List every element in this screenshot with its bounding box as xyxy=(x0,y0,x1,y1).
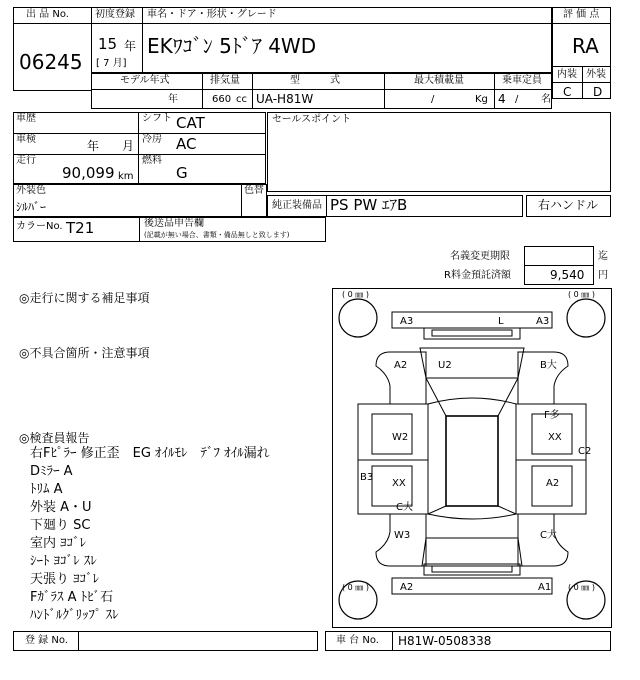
shaken-label: 車検 xyxy=(16,134,36,145)
inspector-line: ﾄﾘﾑ A xyxy=(30,482,63,497)
tire-label-fr: ( 0 ㎜ ) xyxy=(568,290,595,299)
mark-l: L xyxy=(498,316,504,327)
handle-value: 右ハンドル xyxy=(538,198,599,212)
first-reg-year: 15 xyxy=(98,35,118,53)
shift-label: シフト xyxy=(142,113,172,124)
mark-b-dai: B大 xyxy=(540,360,557,371)
mark-xx-right: XX xyxy=(548,432,562,443)
exterior-color-value: ｼﾙﾊﾞｰ xyxy=(16,200,47,214)
displacement-label: 排気量 xyxy=(210,75,240,86)
capacity-sep: / xyxy=(515,94,519,105)
first-reg-year-unit: 年 xyxy=(124,39,137,53)
mark-w3: W3 xyxy=(394,530,411,541)
capacity-unit: 名 xyxy=(541,94,551,105)
mark-a2-right: A2 xyxy=(546,478,560,489)
name-change-box xyxy=(524,246,594,266)
inspector-line: Dﾐﾗｰ A xyxy=(30,464,73,479)
lot-label: 出 品 No. xyxy=(26,9,69,20)
later-docs-note: (記載が無い場合、書類・備品無しと致します) xyxy=(144,231,290,239)
inspector-line: Fｶﾞﾗｽ A ﾄﾋﾞ石 xyxy=(30,590,114,605)
inspector-line: 下廻り SC xyxy=(30,518,91,533)
tire-label-fl: ( 0 ㎜ ) xyxy=(342,290,369,299)
mark-c-dai-right: C大 xyxy=(540,530,557,541)
driving-notes-label: ◎走行に関する補足事項 xyxy=(19,291,150,305)
type-value: UA-H81W xyxy=(256,92,314,106)
score-label: 評 価 点 xyxy=(563,9,600,20)
mark-a3-right: A3 xyxy=(536,316,550,327)
mark-a2-front-left: A2 xyxy=(394,360,408,371)
inspector-line: 外装 A・U xyxy=(30,500,92,515)
exterior-label: 外装 xyxy=(586,69,606,80)
reg-no-label: 登 録 No. xyxy=(25,635,68,646)
recycle-label: R料金預託済額 xyxy=(444,270,511,281)
car-name: EKﾜｺﾞﾝ 5ﾄﾞｱ 4WD xyxy=(147,34,317,58)
inspector-line: 天張り ﾖｺﾞﾚ xyxy=(30,572,100,587)
first-reg-month: [ 7 月] xyxy=(96,58,127,69)
equipment-label: 純正装備品 xyxy=(272,200,322,211)
capacity-value: 4 xyxy=(498,92,506,106)
color-change-label: 色替 xyxy=(244,185,264,196)
lot-number: 06245 xyxy=(19,50,83,74)
car-damage-diagram xyxy=(332,288,612,628)
tire-label-rl: ( 0 ㎜ ) xyxy=(342,583,369,592)
recycle-unit: 円 xyxy=(598,270,608,281)
equipment-value: PS PW ｴｱB xyxy=(330,196,408,214)
exterior-color-label: 外装色 xyxy=(16,185,46,196)
displacement-unit: cc xyxy=(236,94,247,105)
shaken-year-unit: 年 xyxy=(87,139,100,153)
mark-a3-left: A3 xyxy=(400,316,414,327)
inspector-line: ﾊﾝﾄﾞﾙｸﾞﾘｯﾌﾟ ｽﾚ xyxy=(30,608,119,623)
max-load-sep: / xyxy=(431,94,435,105)
color-no-label: カラーNo. xyxy=(16,221,63,232)
chassis-number: H81W-0508338 xyxy=(398,634,492,648)
inspector-line: ｼｰﾄ ﾖｺﾞﾚ ｽﾚ xyxy=(30,554,97,569)
mileage-unit: km xyxy=(118,171,134,182)
mileage-value: 90,099 xyxy=(62,164,115,182)
ac-label: 冷房 xyxy=(142,134,162,145)
defects-label: ◎不具合箇所・注意事項 xyxy=(19,346,150,360)
sales-points-label: セールスポイント xyxy=(272,114,352,125)
mileage-label: 走行 xyxy=(16,155,36,166)
name-change-label: 名義変更期限 xyxy=(450,251,510,262)
color-no-value: T21 xyxy=(66,219,95,237)
exterior-grade: D xyxy=(593,85,603,99)
capacity-label: 乗車定員 xyxy=(502,75,542,86)
interior-label: 内装 xyxy=(557,69,577,80)
inspector-line: 右Fﾋﾟﾗｰ 修正歪 EG ｵｲﾙﾓﾚ ﾃﾞﾌ ｵｲﾙ漏れ xyxy=(30,446,270,461)
ac-value: AC xyxy=(176,135,197,153)
interior-grade: C xyxy=(563,85,572,99)
shift-value: CAT xyxy=(176,114,205,132)
score-value: RA xyxy=(572,34,599,58)
recycle-value: 9,540 xyxy=(550,268,585,282)
first-reg-label: 初度登録 xyxy=(95,9,135,20)
shaken-month-unit: 月 xyxy=(122,139,135,153)
fuel-value: G xyxy=(176,164,188,182)
history-label: 車歴 xyxy=(16,113,36,124)
car-name-label: 車名・ドア・形状・グレード xyxy=(147,9,277,20)
model-year-unit: 年 xyxy=(168,94,178,105)
mark-u2: U2 xyxy=(438,360,452,371)
tire-label-rr: ( 0 ㎜ ) xyxy=(568,583,595,592)
max-load-unit: Kg xyxy=(475,94,488,105)
inspector-label: ◎検査員報告 xyxy=(19,431,90,445)
mark-a2-rear: A2 xyxy=(400,582,414,593)
exterior-color-box xyxy=(13,184,242,217)
inspector-line: 室内 ﾖｺﾞﾚ xyxy=(30,536,87,551)
mark-xx-left: XX xyxy=(392,478,406,489)
mark-w2: W2 xyxy=(392,432,409,443)
mark-f-ta: F多 xyxy=(544,410,560,421)
mark-c-dai-left: C大 xyxy=(396,502,413,513)
type-label: 型 式 xyxy=(290,75,340,86)
model-year-label: モデル年式 xyxy=(120,75,170,86)
mark-c2: C2 xyxy=(578,446,592,457)
fuel-label: 燃料 xyxy=(142,155,162,166)
max-load-label: 最大積載量 xyxy=(414,75,464,86)
mark-a1: A1 xyxy=(538,582,552,593)
later-docs-label: 後送品申告欄 xyxy=(144,218,204,229)
displacement-value: 660 xyxy=(212,94,232,105)
mark-b3: B3 xyxy=(360,472,374,483)
chassis-label: 車 台 No. xyxy=(336,635,379,646)
name-change-unit: 迄 xyxy=(598,251,608,262)
